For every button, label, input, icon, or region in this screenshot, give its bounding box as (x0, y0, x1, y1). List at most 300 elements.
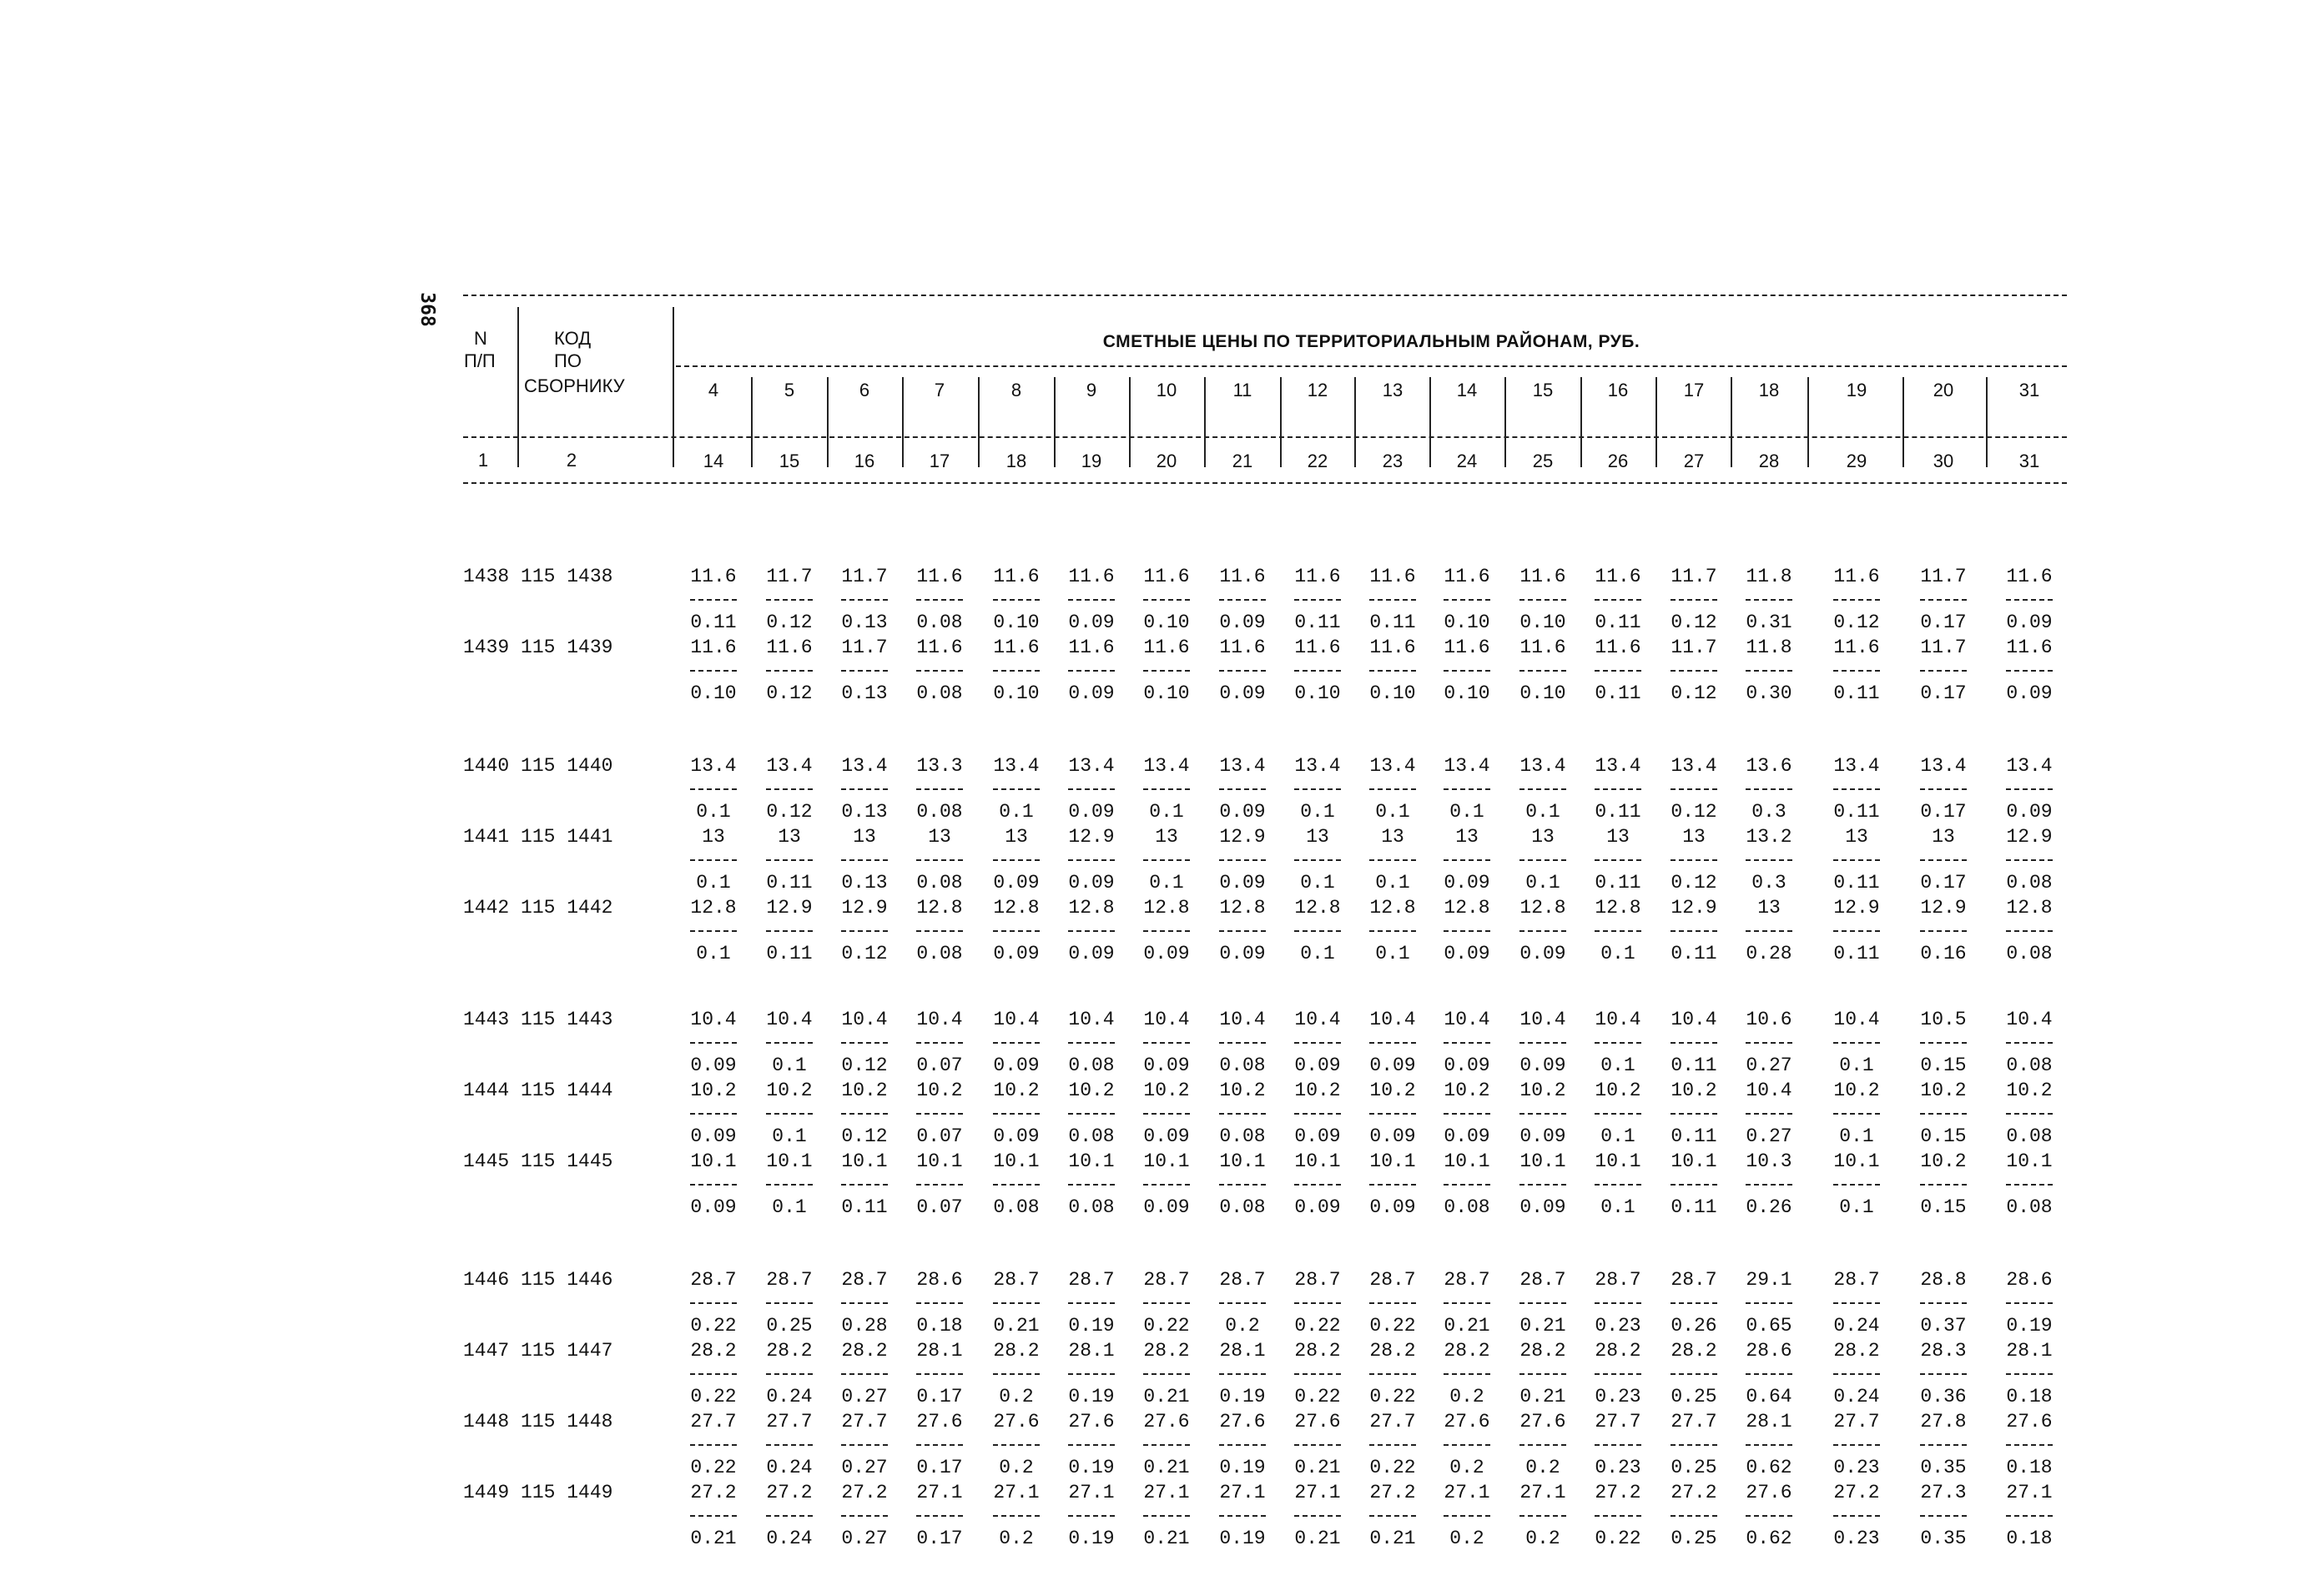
fraction-line (766, 788, 813, 790)
price-value: 27.7 (1369, 1411, 1416, 1432)
region-col-header: 17 (1683, 380, 1705, 400)
fraction-line (1920, 1515, 1967, 1517)
fraction-line (841, 930, 888, 932)
fraction-line (841, 599, 888, 601)
price-subvalue: 0.11 (1595, 872, 1641, 894)
fraction-line (1833, 788, 1880, 790)
fraction-line (2006, 1373, 2053, 1375)
price-subvalue: 0.2 (1225, 1315, 1260, 1337)
fraction-line (1920, 930, 1967, 932)
price-subvalue: 0.12 (1671, 612, 1717, 633)
price-subvalue: 0.15 (1920, 1055, 1967, 1076)
fraction-line (690, 930, 737, 932)
price-value: 13 (1606, 826, 1630, 848)
price-subvalue: 0.24 (1833, 1386, 1880, 1407)
price-value: 10.1 (1068, 1150, 1115, 1172)
fraction-line (1519, 1444, 1566, 1446)
title-separator (676, 365, 2067, 367)
fraction-line (841, 1113, 888, 1115)
fraction-line (1519, 1373, 1566, 1375)
col-index: 30 (1933, 451, 1954, 471)
price-subvalue: 0.09 (2006, 682, 2053, 704)
fraction-line (766, 1444, 813, 1446)
fraction-line (993, 859, 1040, 861)
price-value: 11.8 (1746, 637, 1792, 658)
price-subvalue: 0.27 (841, 1528, 888, 1549)
price-value: 10.1 (1444, 1150, 1490, 1172)
price-subvalue: 0.17 (1920, 612, 1967, 633)
price-value: 10.4 (1671, 1009, 1717, 1030)
fraction-line (690, 788, 737, 790)
price-subvalue: 0.21 (993, 1315, 1040, 1337)
price-subvalue: 0.24 (766, 1386, 813, 1407)
price-subvalue: 0.19 (1068, 1315, 1115, 1337)
price-value: 10.4 (1746, 1080, 1792, 1101)
fraction-line (1143, 930, 1190, 932)
row-code: 1438 115 1438 (463, 566, 613, 587)
price-value: 10.1 (1671, 1150, 1717, 1172)
price-value: 11.7 (1671, 637, 1717, 658)
fraction-line (1369, 1515, 1416, 1517)
price-subvalue: 0.22 (690, 1315, 737, 1337)
price-subvalue: 0.09 (1068, 943, 1115, 964)
price-value: 10.2 (1519, 1080, 1566, 1101)
price-value: 10.2 (690, 1080, 737, 1101)
fraction-line (1444, 859, 1490, 861)
price-value: 10.2 (1444, 1080, 1490, 1101)
fraction-line (1920, 859, 1967, 861)
price-value: 11.6 (1519, 566, 1566, 587)
fraction-line (841, 859, 888, 861)
price-subvalue: 0.08 (1068, 1125, 1115, 1147)
price-subvalue: 0.30 (1746, 682, 1792, 704)
price-subvalue: 0.09 (1219, 612, 1266, 633)
fraction-line (1833, 1515, 1880, 1517)
col1-label: N (474, 328, 487, 349)
price-value: 11.6 (1143, 566, 1190, 587)
price-subvalue: 0.1 (1839, 1055, 1874, 1076)
price-value: 12.9 (841, 897, 888, 919)
price-value: 10.4 (1369, 1009, 1416, 1030)
price-subvalue: 0.09 (1444, 943, 1490, 964)
price-subvalue: 0.36 (1920, 1386, 1967, 1407)
fraction-line (1219, 1515, 1266, 1517)
col-index: 21 (1232, 451, 1253, 471)
price-subvalue: 0.10 (1519, 682, 1566, 704)
price-value: 27.6 (2006, 1411, 2053, 1432)
price-value: 27.1 (993, 1482, 1040, 1503)
fraction-line (1369, 930, 1416, 932)
price-value: 11.6 (993, 637, 1040, 658)
price-subvalue: 0.11 (1833, 801, 1880, 823)
price-value: 10.3 (1746, 1150, 1792, 1172)
fraction-line (1294, 1515, 1341, 1517)
price-subvalue: 0.1 (1600, 1196, 1635, 1218)
price-subvalue: 0.25 (766, 1315, 813, 1337)
price-subvalue: 0.11 (1671, 943, 1717, 964)
price-subvalue: 0.17 (916, 1457, 963, 1478)
price-subvalue: 0.18 (916, 1315, 963, 1337)
fraction-line (1519, 788, 1566, 790)
price-value: 10.4 (766, 1009, 813, 1030)
price-value: 12.9 (1833, 897, 1880, 919)
fraction-line (841, 670, 888, 672)
price-subvalue: 0.08 (993, 1196, 1040, 1218)
price-subvalue: 0.12 (1671, 872, 1717, 894)
fraction-line (1068, 670, 1115, 672)
price-subvalue: 0.11 (1369, 612, 1416, 633)
fraction-line (841, 788, 888, 790)
price-subvalue: 0.28 (1746, 943, 1792, 964)
price-value: 28.7 (1068, 1269, 1115, 1291)
price-subvalue: 0.27 (1746, 1055, 1792, 1076)
price-value: 12.8 (1143, 897, 1190, 919)
fraction-line (766, 670, 813, 672)
col-index: 31 (2018, 451, 2040, 471)
fraction-line (2006, 1444, 2053, 1446)
region-col-header: 8 (1010, 380, 1022, 400)
price-value: 11.7 (841, 637, 888, 658)
price-subvalue: 0.27 (841, 1386, 888, 1407)
col-index: 15 (779, 451, 800, 471)
fraction-line (2006, 670, 2053, 672)
price-subvalue: 0.1 (1600, 1055, 1635, 1076)
fraction-line (1369, 1373, 1416, 1375)
price-subvalue: 0.21 (1444, 1315, 1490, 1337)
price-value: 28.7 (1519, 1269, 1566, 1291)
col-index: 25 (1532, 451, 1554, 471)
price-subvalue: 0.11 (766, 872, 813, 894)
price-value: 28.7 (1833, 1269, 1880, 1291)
price-subvalue: 0.35 (1920, 1457, 1967, 1478)
price-subvalue: 0.2 (999, 1457, 1034, 1478)
price-value: 27.6 (1746, 1482, 1792, 1503)
price-subvalue: 0.09 (1519, 1055, 1566, 1076)
table-title: СМЕТНЫЕ ЦЕНЫ ПО ТЕРРИТОРИАЛЬНЫМ РАЙОНАМ, РУБ. (1102, 332, 1640, 351)
price-subvalue: 0.08 (916, 682, 963, 704)
price-value: 28.7 (1369, 1269, 1416, 1291)
fraction-line (1595, 1113, 1641, 1115)
price-subvalue: 0.12 (1833, 612, 1880, 633)
fraction-line (1068, 1184, 1115, 1186)
price-value: 10.2 (1219, 1080, 1266, 1101)
price-value: 11.6 (916, 637, 963, 658)
fraction-line (1444, 1302, 1490, 1304)
price-subvalue: 0.21 (1143, 1528, 1190, 1549)
price-value: 28.3 (1920, 1340, 1967, 1362)
price-value: 28.7 (1595, 1269, 1641, 1291)
price-value: 13 (702, 826, 725, 848)
price-subvalue: 0.17 (1920, 682, 1967, 704)
fraction-line (766, 1042, 813, 1044)
price-subvalue: 0.07 (916, 1196, 963, 1218)
fraction-line (1920, 1113, 1967, 1115)
price-value: 11.6 (1219, 566, 1266, 587)
fraction-line (993, 1373, 1040, 1375)
col1-label-2: П/П (464, 350, 496, 371)
price-subvalue: 0.11 (1294, 612, 1341, 633)
price-subvalue: 0.1 (1300, 872, 1335, 894)
region-col-header: 7 (934, 380, 945, 400)
col-index-2: 2 (566, 450, 577, 471)
fraction-line (1369, 1184, 1416, 1186)
region-col-header: 31 (2018, 380, 2040, 400)
fraction-line (1746, 788, 1792, 790)
price-subvalue: 0.1 (1149, 872, 1184, 894)
fraction-line (916, 1042, 963, 1044)
price-value: 10.4 (1444, 1009, 1490, 1030)
price-value: 10.1 (1595, 1150, 1641, 1172)
price-value: 13 (1531, 826, 1555, 848)
price-value: 10.1 (690, 1150, 737, 1172)
fraction-line (1833, 1184, 1880, 1186)
price-subvalue: 0.09 (1143, 1125, 1190, 1147)
fraction-line (1068, 1444, 1115, 1446)
price-subvalue: 0.1 (1449, 801, 1484, 823)
price-value: 13.4 (1671, 755, 1717, 777)
price-subvalue: 0.09 (1219, 801, 1266, 823)
price-value: 27.6 (1068, 1411, 1115, 1432)
price-value: 13 (1155, 826, 1178, 848)
price-subvalue: 0.09 (1519, 1125, 1566, 1147)
price-subvalue: 0.23 (1833, 1528, 1880, 1549)
fraction-line (841, 1302, 888, 1304)
price-value: 13 (1682, 826, 1706, 848)
fraction-line (1671, 1302, 1717, 1304)
price-subvalue: 0.19 (1068, 1528, 1115, 1549)
price-value: 27.1 (1143, 1482, 1190, 1503)
fraction-line (1444, 599, 1490, 601)
fraction-line (916, 670, 963, 672)
price-value: 27.6 (1143, 1411, 1190, 1432)
price-subvalue: 0.08 (916, 943, 963, 964)
region-col-header: 16 (1607, 380, 1629, 400)
col-index: 27 (1683, 451, 1705, 471)
price-subvalue: 0.2 (1525, 1528, 1560, 1549)
price-subvalue: 0.3 (1751, 872, 1786, 894)
price-subvalue: 0.09 (1444, 1125, 1490, 1147)
fraction-line (841, 1373, 888, 1375)
price-value: 28.7 (1294, 1269, 1341, 1291)
price-subvalue: 0.28 (841, 1315, 888, 1337)
fraction-line (1219, 1373, 1266, 1375)
price-value: 27.1 (1519, 1482, 1566, 1503)
price-value: 28.2 (993, 1340, 1040, 1362)
price-subvalue: 0.10 (1294, 682, 1341, 704)
price-value: 13.4 (1519, 755, 1566, 777)
price-value: 28.1 (1746, 1411, 1792, 1432)
price-value: 28.1 (1219, 1340, 1266, 1362)
fraction-line (690, 670, 737, 672)
price-subvalue: 0.09 (993, 943, 1040, 964)
fraction-line (1671, 1184, 1717, 1186)
fraction-line (993, 788, 1040, 790)
fraction-line (1595, 670, 1641, 672)
price-value: 10.4 (993, 1009, 1040, 1030)
fraction-line (1444, 1042, 1490, 1044)
price-subvalue: 0.09 (1519, 943, 1566, 964)
price-value: 10.1 (1294, 1150, 1341, 1172)
price-value: 10.4 (2006, 1009, 2053, 1030)
price-subvalue: 0.23 (1595, 1457, 1641, 1478)
fraction-line (1519, 599, 1566, 601)
price-subvalue: 0.11 (1833, 943, 1880, 964)
price-value: 10.2 (1595, 1080, 1641, 1101)
price-subvalue: 0.1 (1839, 1196, 1874, 1218)
price-value: 11.6 (1595, 566, 1641, 587)
fraction-line (1671, 670, 1717, 672)
fraction-line (1369, 1113, 1416, 1115)
price-subvalue: 0.1 (696, 943, 731, 964)
price-value: 28.2 (1671, 1340, 1717, 1362)
price-value: 11.7 (841, 566, 888, 587)
fraction-line (1219, 1444, 1266, 1446)
price-value: 27.7 (766, 1411, 813, 1432)
price-value: 28.1 (916, 1340, 963, 1362)
price-value: 10.2 (1833, 1080, 1880, 1101)
fraction-line (1595, 788, 1641, 790)
price-subvalue: 0.09 (690, 1196, 737, 1218)
price-value: 13 (778, 826, 801, 848)
fraction-line (690, 1042, 737, 1044)
price-value: 10.2 (1143, 1080, 1190, 1101)
col2-label: КОД (554, 328, 592, 349)
price-value: 11.6 (1833, 637, 1880, 658)
fraction-line (1746, 670, 1792, 672)
price-subvalue: 0.22 (1369, 1315, 1416, 1337)
price-subvalue: 0.10 (1444, 612, 1490, 633)
price-value: 29.1 (1746, 1269, 1792, 1291)
fraction-line (2006, 1302, 2053, 1304)
price-subvalue: 0.17 (1920, 872, 1967, 894)
fraction-line (1219, 1302, 1266, 1304)
price-value: 28.2 (841, 1340, 888, 1362)
fraction-line (841, 1042, 888, 1044)
fraction-line (1294, 1302, 1341, 1304)
fraction-line (1746, 1042, 1792, 1044)
col2-label-2: ПО (554, 350, 582, 371)
price-value: 11.6 (1444, 637, 1490, 658)
fraction-line (1369, 1444, 1416, 1446)
price-value: 27.3 (1920, 1482, 1967, 1503)
fraction-line (1833, 1444, 1880, 1446)
fraction-line (690, 1444, 737, 1446)
price-value: 27.2 (690, 1482, 737, 1503)
price-value: 13 (1005, 826, 1028, 848)
fraction-line (993, 1444, 1040, 1446)
price-value: 11.6 (993, 566, 1040, 587)
price-subvalue: 0.21 (1519, 1386, 1566, 1407)
price-value: 13.6 (1746, 755, 1792, 777)
price-value: 11.6 (916, 566, 963, 587)
price-subvalue: 0.35 (1920, 1528, 1967, 1549)
col-index: 18 (1005, 451, 1027, 471)
fraction-line (1444, 670, 1490, 672)
price-value: 12.9 (2006, 826, 2053, 848)
fraction-line (766, 859, 813, 861)
price-subvalue: 0.11 (1595, 682, 1641, 704)
price-subvalue: 0.22 (1143, 1315, 1190, 1337)
price-subvalue: 0.1 (1375, 872, 1410, 894)
price-value: 11.6 (1595, 637, 1641, 658)
fraction-line (916, 1444, 963, 1446)
price-subvalue: 0.1 (1375, 801, 1410, 823)
fraction-line (1444, 1184, 1490, 1186)
price-value: 27.1 (1444, 1482, 1490, 1503)
price-value: 27.1 (2006, 1482, 2053, 1503)
fraction-line (1143, 1042, 1190, 1044)
price-subvalue: 0.13 (841, 872, 888, 894)
fraction-line (690, 1373, 737, 1375)
fraction-line (1920, 1373, 1967, 1375)
price-value: 13.2 (1746, 826, 1792, 848)
page-number: 368 (416, 292, 438, 327)
price-value: 12.9 (1219, 826, 1266, 848)
price-value: 10.1 (2006, 1150, 2053, 1172)
price-value: 28.7 (1219, 1269, 1266, 1291)
fraction-line (2006, 1042, 2053, 1044)
price-value: 12.9 (766, 897, 813, 919)
fraction-line (1444, 930, 1490, 932)
price-subvalue: 0.09 (1369, 1125, 1416, 1147)
price-value: 27.6 (993, 1411, 1040, 1432)
price-value: 11.6 (1369, 637, 1416, 658)
price-value: 13.4 (1369, 755, 1416, 777)
price-subvalue: 0.08 (1219, 1125, 1266, 1147)
price-value: 27.7 (841, 1411, 888, 1432)
col-index: 17 (929, 451, 950, 471)
price-value: 11.6 (1219, 637, 1266, 658)
fraction-line (2006, 930, 2053, 932)
price-value: 10.4 (1294, 1009, 1341, 1030)
fraction-line (766, 1515, 813, 1517)
fraction-line (1068, 788, 1115, 790)
price-value: 28.6 (916, 1269, 963, 1291)
price-subvalue: 0.09 (1143, 1196, 1190, 1218)
row-code: 1447 115 1447 (463, 1340, 613, 1362)
col-index: 23 (1382, 451, 1403, 471)
fraction-line (766, 930, 813, 932)
price-value: 28.7 (1671, 1269, 1717, 1291)
fraction-line (1294, 1184, 1341, 1186)
fraction-line (1143, 1515, 1190, 1517)
fraction-line (1595, 1184, 1641, 1186)
price-value: 27.6 (916, 1411, 963, 1432)
price-value: 13.4 (841, 755, 888, 777)
col-index: 24 (1456, 451, 1478, 471)
price-subvalue: 0.09 (1068, 682, 1115, 704)
price-subvalue: 0.22 (690, 1457, 737, 1478)
price-subvalue: 0.1 (1525, 872, 1560, 894)
price-value: 11.6 (1369, 566, 1416, 587)
fraction-line (2006, 859, 2053, 861)
price-value: 11.8 (1746, 566, 1792, 587)
price-subvalue: 0.21 (1143, 1457, 1190, 1478)
price-value: 27.7 (1833, 1411, 1880, 1432)
fraction-line (1068, 1042, 1115, 1044)
price-subvalue: 0.09 (1219, 872, 1266, 894)
price-value: 12.8 (2006, 897, 2053, 919)
fraction-line (916, 930, 963, 932)
price-subvalue: 0.24 (766, 1457, 813, 1478)
fraction-line (1294, 1113, 1341, 1115)
price-value: 11.6 (690, 637, 737, 658)
fraction-line (1519, 930, 1566, 932)
region-col-header: 6 (859, 380, 870, 400)
price-subvalue: 0.1 (1525, 801, 1560, 823)
fraction-line (1833, 670, 1880, 672)
price-value: 27.2 (1833, 1482, 1880, 1503)
